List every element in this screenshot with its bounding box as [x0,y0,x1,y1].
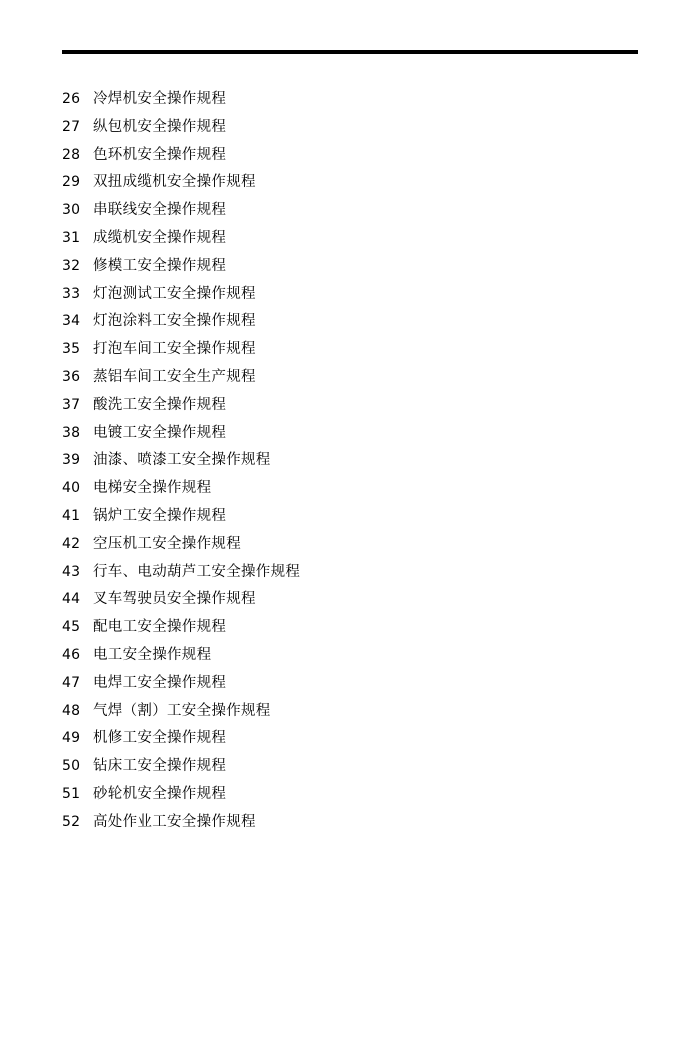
toc-entry-title: 机修工安全操作规程 [93,730,227,747]
toc-entry-title: 砂轮机安全操作规程 [93,785,227,802]
toc-entry-title: 灯泡涂料工安全操作规程 [93,313,256,330]
toc-entry-number: 29 [62,174,81,191]
toc-entry[interactable] [62,148,638,163]
toc-entry-number: 31 [62,229,81,246]
toc-entry[interactable] [62,314,638,329]
toc-entry-number: 33 [62,285,81,302]
toc-entry-number: 40 [62,480,81,497]
toc-entry-title: 电梯安全操作规程 [93,480,212,497]
document-page [0,50,700,1040]
toc-entry-number: 51 [62,785,81,802]
toc-entry-title: 蒸铝车间工安全生产规程 [93,368,256,385]
toc-entry-number: 41 [62,507,81,524]
toc-entry-number: 46 [62,646,81,663]
toc-entry-number: 47 [62,674,81,691]
toc-entry[interactable] [62,259,638,274]
toc-entry-number: 52 [62,813,81,830]
toc-entry-number: 42 [62,535,81,552]
toc-entry-title: 叉车驾驶员安全操作规程 [93,591,256,608]
toc-entry-title: 纵包机安全操作规程 [93,118,227,135]
toc-entry-title: 串联线安全操作规程 [93,202,227,219]
toc-entry[interactable] [62,815,638,830]
toc-entry[interactable] [62,787,638,802]
toc-entry-title: 锅炉工安全操作规程 [93,507,227,524]
toc-entry-number: 35 [62,341,81,358]
toc-entry[interactable] [62,565,638,580]
toc-entry[interactable] [62,426,638,441]
toc-entry-number: 44 [62,591,81,608]
toc-entry-number: 37 [62,396,81,413]
toc-entry-title: 高处作业工安全操作规程 [93,813,256,830]
toc-entry[interactable] [62,342,638,357]
toc-entry[interactable] [62,398,638,413]
toc-entry[interactable] [62,509,638,524]
toc-entry-number: 28 [62,146,81,163]
toc-entry-title: 电工安全操作规程 [93,646,212,663]
toc-entry[interactable] [62,481,638,496]
table-of-contents [62,92,638,829]
toc-entry[interactable] [62,704,638,719]
toc-entry[interactable] [62,676,638,691]
toc-entry[interactable] [62,92,638,107]
toc-entry-title: 电镀工安全操作规程 [93,424,227,441]
toc-entry-title: 配电工安全操作规程 [93,619,227,636]
toc-entry[interactable] [62,759,638,774]
toc-entry-title: 成缆机安全操作规程 [93,229,227,246]
toc-entry-number: 50 [62,758,81,775]
toc-entry-number: 32 [62,257,81,274]
header-double-rule [62,50,638,54]
toc-entry[interactable] [62,731,638,746]
toc-entry[interactable] [62,537,638,552]
toc-entry-number: 26 [62,91,81,107]
toc-entry[interactable] [62,620,638,635]
toc-entry-title: 灯泡测试工安全操作规程 [93,285,256,302]
toc-entry[interactable] [62,287,638,302]
toc-entry-number: 39 [62,452,81,469]
toc-entry[interactable] [62,203,638,218]
toc-entry-number: 45 [62,619,81,636]
toc-entry[interactable] [62,231,638,246]
toc-entry-title: 电焊工安全操作规程 [93,674,227,691]
toc-entry-number: 38 [62,424,81,441]
toc-entry-title: 修模工安全操作规程 [93,257,227,274]
toc-entry[interactable] [62,120,638,135]
toc-entry-number: 34 [62,313,81,330]
toc-entry-number: 43 [62,563,81,580]
toc-entry-number: 36 [62,368,81,385]
toc-entry[interactable] [62,175,638,190]
toc-entry-title: 油漆、喷漆工安全操作规程 [93,452,271,469]
toc-entry-title: 双扭成缆机安全操作规程 [93,174,256,191]
toc-entry[interactable] [62,592,638,607]
toc-entry-title: 酸洗工安全操作规程 [93,396,227,413]
toc-entry[interactable] [62,453,638,468]
toc-entry-title: 色环机安全操作规程 [93,146,227,163]
toc-entry-title: 冷焊机安全操作规程 [93,91,227,107]
toc-entry-title: 行车、电动葫芦工安全操作规程 [93,563,301,580]
toc-entry-title: 气焊（割）工安全操作规程 [93,702,271,719]
toc-entry-title: 钻床工安全操作规程 [93,758,227,775]
toc-entry[interactable] [62,370,638,385]
toc-entry-number: 48 [62,702,81,719]
toc-entry-title: 打泡车间工安全操作规程 [93,341,256,358]
toc-entry-number: 27 [62,118,81,135]
toc-entry-number: 30 [62,202,81,219]
header-rule-gap [62,53,638,55]
toc-entry-title: 空压机工安全操作规程 [93,535,241,552]
toc-entry[interactable] [62,648,638,663]
toc-entry-number: 49 [62,730,81,747]
